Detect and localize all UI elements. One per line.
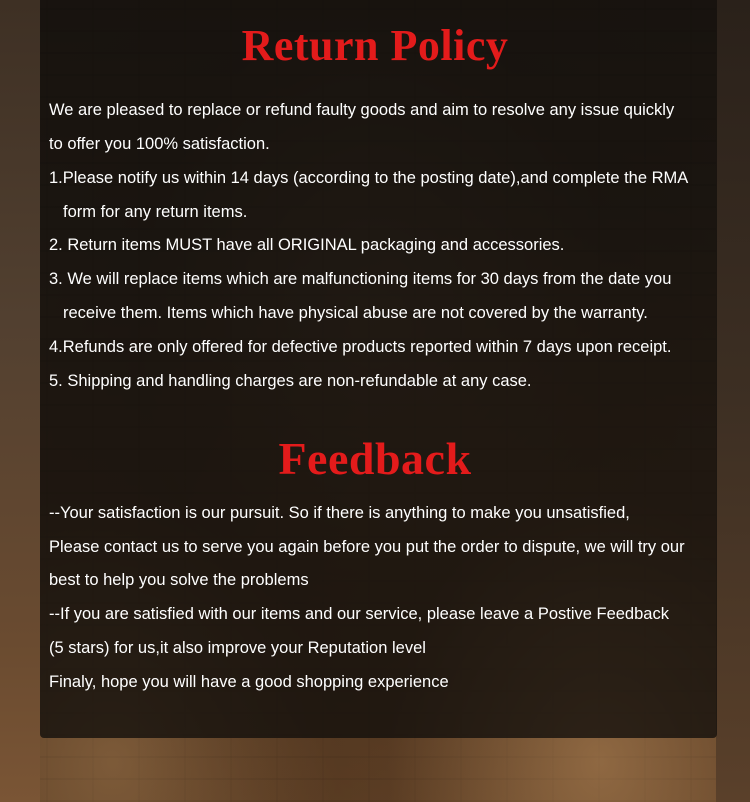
return-policy-line: 4.Refunds are only offered for defective products reported within 7 days upon receipt.	[49, 338, 672, 356]
feedback-line: --If you are satisfied with our items and our service, please leave a Postive Feedback	[49, 605, 669, 623]
feedback-title: Feedback	[278, 433, 472, 484]
return-policy-line: 3. We will replace items which are malfunctioning items for 30 days from the date you	[49, 270, 672, 288]
feedback-line: (5 stars) for us,it also improve your Reputation level	[49, 639, 426, 657]
return-policy-line: We are pleased to replace or refund faulty goods and aim to resolve any issue quickly	[49, 101, 675, 119]
return-policy-line: receive them. Items which have physical abuse are not covered by the warranty.	[63, 304, 648, 322]
return-policy-line: 1.Please notify us within 14 days (according to the posting date),and complete the RMA	[49, 169, 689, 187]
background-photo-right	[716, 0, 750, 802]
return-policy-line: 5. Shipping and handling charges are non-refundable at any case.	[49, 372, 532, 390]
feedback-line: best to help you solve the problems	[49, 571, 309, 589]
feedback-line: Finaly, hope you will have a good shopping experience	[49, 673, 449, 691]
feedback-line: --Your satisfaction is our pursuit. So if there is anything to make you unsatisfied,	[49, 504, 630, 522]
background-photo-left	[0, 0, 40, 802]
return-policy-line: to offer you 100% satisfaction.	[49, 135, 270, 153]
feedback-line: Please contact us to serve you again before you put the order to dispute, we will try our	[49, 538, 685, 556]
return-policy-line: form for any return items.	[63, 203, 248, 221]
return-policy-line: 2. Return items MUST have all ORIGINAL packaging and accessories.	[49, 236, 565, 254]
return-policy-title: Return Policy	[241, 21, 509, 70]
